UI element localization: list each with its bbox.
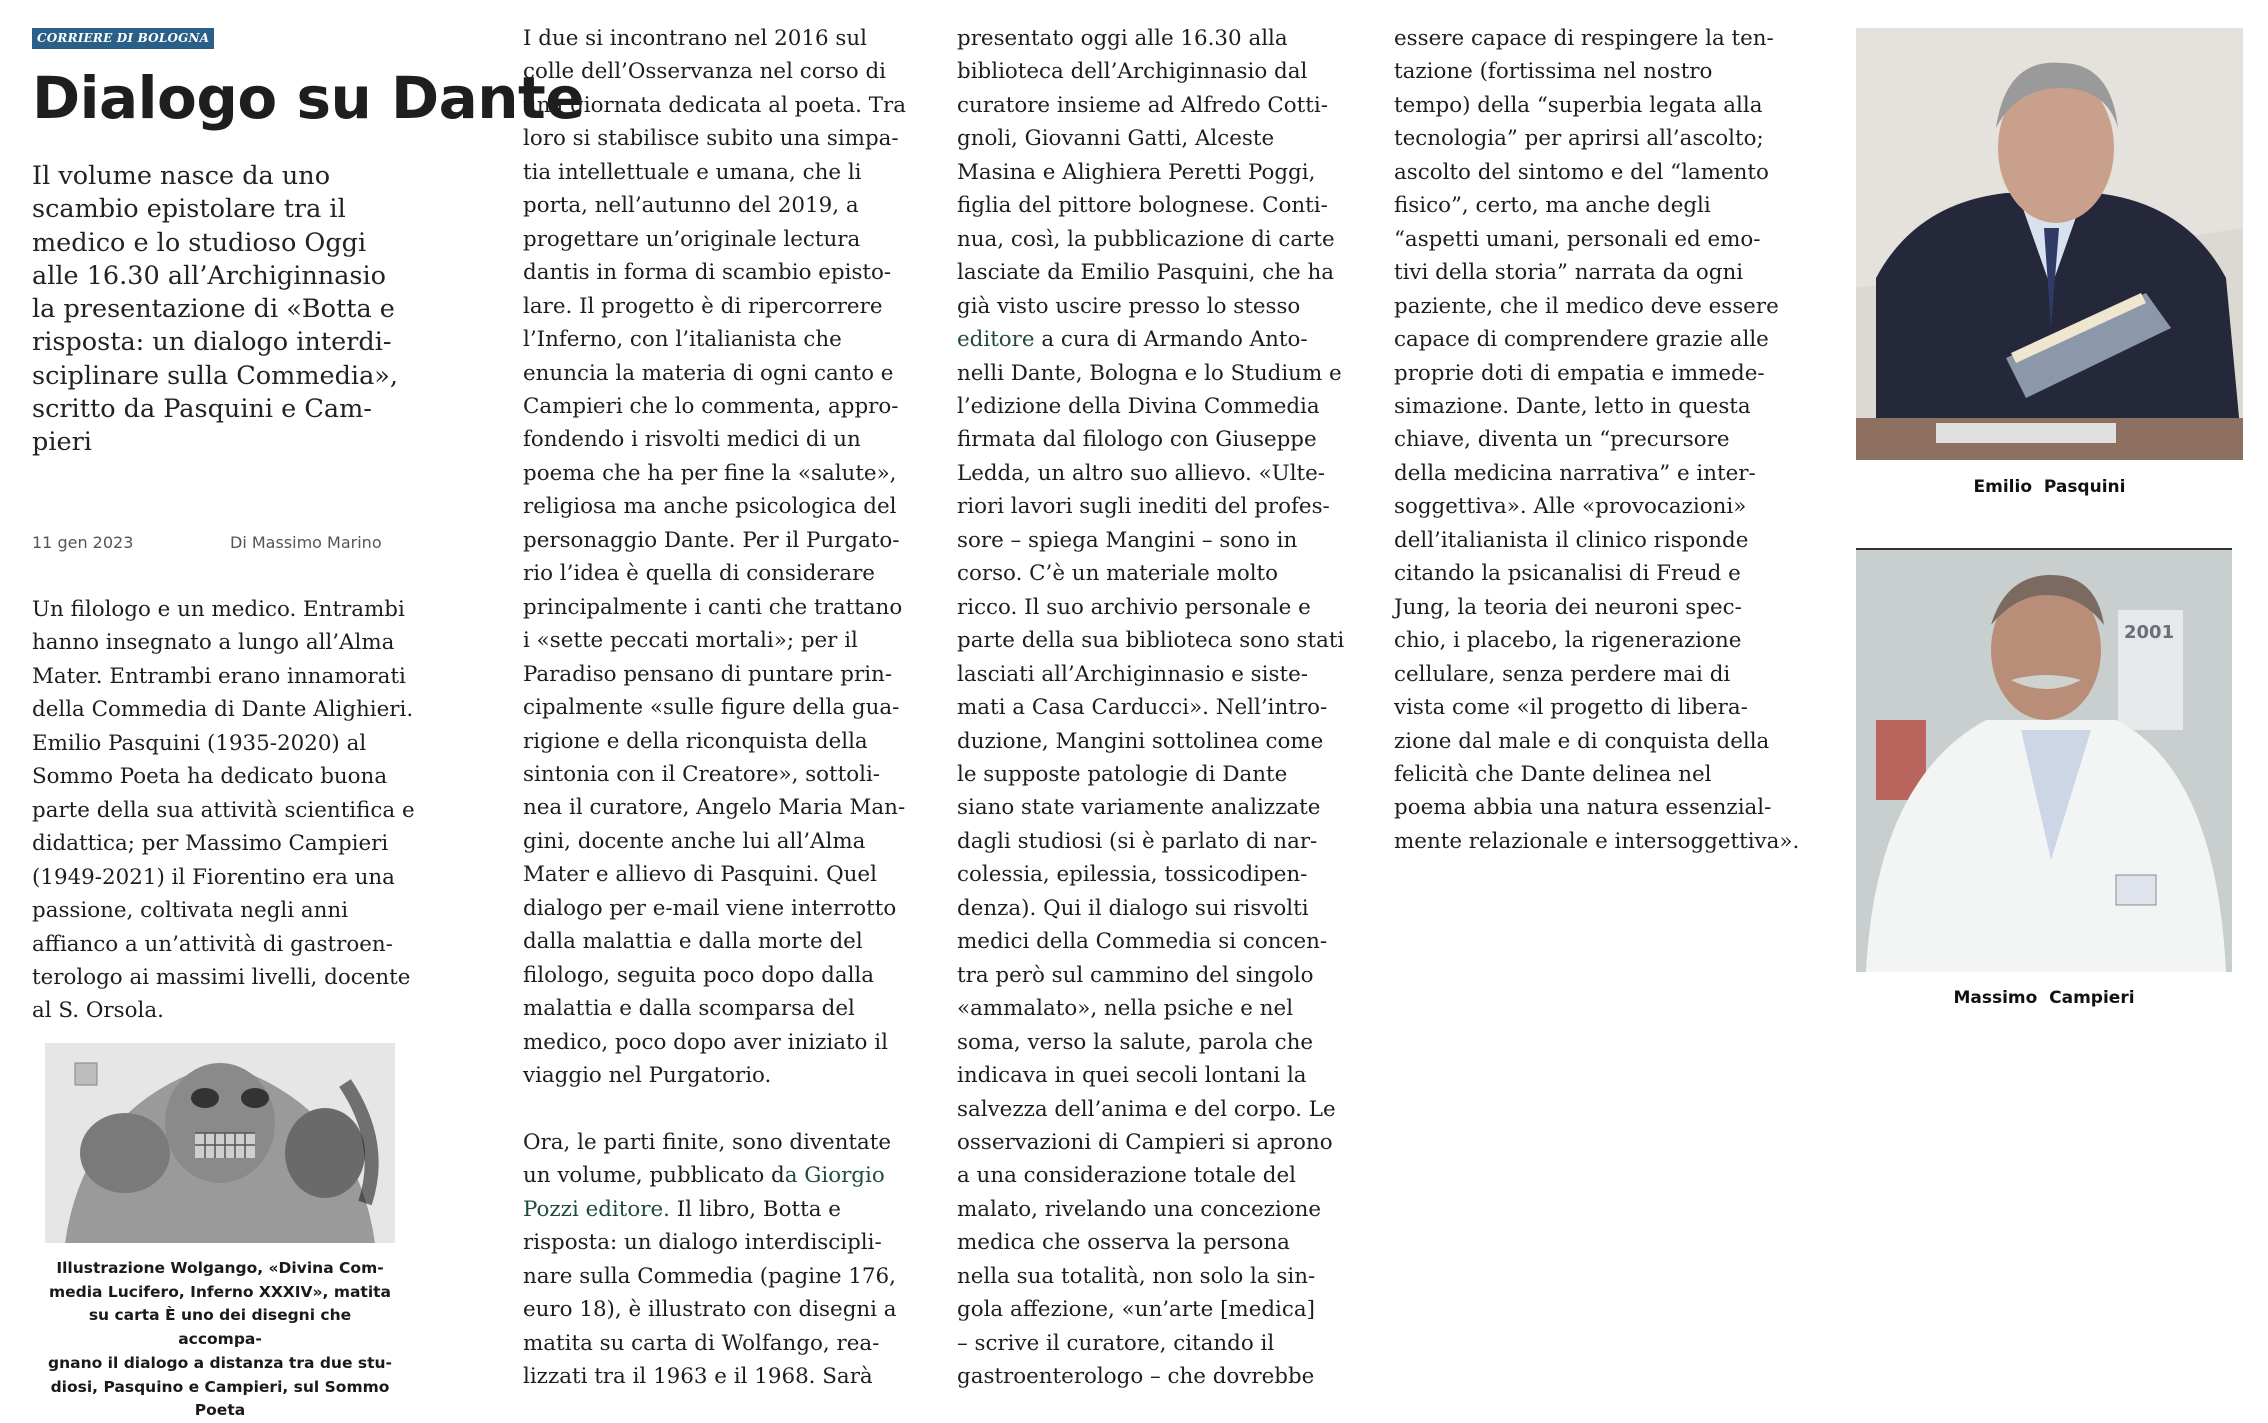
text-line: filologo, seguita poco dopo dalla — [523, 962, 875, 988]
text-line: cipalmente «sulle figure della gua- — [523, 695, 900, 721]
text-line: duzione, Mangini sottolinea come — [957, 728, 1324, 754]
deck-line: sciplinare sulla Commedia», — [32, 360, 399, 391]
text-line: firmata dal filologo con Giuseppe — [957, 427, 1317, 453]
text-line: proprie doti di empatia e immede- — [1394, 360, 1765, 386]
text-line: curatore insieme ad Alfredo Cotti- — [957, 92, 1328, 118]
text-line: presentato oggi alle 16.30 alla — [957, 26, 1288, 51]
text-line: (1949-2021) il Fiorentino era una — [32, 864, 395, 890]
text-line: malattia e dalla scomparsa del — [523, 996, 855, 1022]
text-line: Masina e Alighiera Peretti Poggi, — [957, 159, 1316, 185]
text-line: nea il curatore, Angelo Maria Man- — [523, 795, 906, 821]
text-line: mente relazionale e intersoggettiva». — [1394, 828, 1800, 854]
text-line: tra però sul cammino del singolo — [957, 962, 1314, 988]
text-line: gastroenterologo – che dovrebbe — [957, 1364, 1315, 1390]
body-column-2 — [523, 22, 913, 1394]
text-line — [523, 1159, 913, 1192]
deck-line: Il volume nasce da uno — [32, 161, 331, 191]
deck-line: medico e lo studioso Oggi — [32, 227, 367, 258]
publisher-link-continued[interactable]: Pozzi editore. — [523, 1196, 670, 1222]
body-column-1 — [32, 593, 452, 1028]
text-line: indicava in quei secoli lontani la — [957, 1063, 1307, 1089]
text-line: corso. C’è un materiale molto — [957, 561, 1279, 587]
text-line: Emilio Pasquini (1935-2020) al — [32, 730, 367, 756]
text-line: matita su carta di Wolfango, rea- — [523, 1330, 880, 1356]
text-line: viaggio nel Purgatorio. — [523, 1063, 772, 1089]
text-line: chio, i placebo, la rigenerazione — [1394, 628, 1742, 654]
text-line: essere capace di respingere la ten- — [1394, 26, 1774, 51]
text-line: capace di comprendere grazie alle — [1394, 327, 1769, 353]
text-line: fisico”, certo, ma anche degli — [1394, 193, 1711, 219]
text-line: Un filologo e un medico. Entrambi — [32, 597, 405, 622]
photo-emilio-pasquini — [1856, 28, 2243, 460]
author-byline[interactable]: Di Massimo Marino — [230, 533, 382, 552]
text-line: dagli studiosi (si è parlato di nar- — [957, 828, 1318, 854]
illustration-caption — [45, 1257, 395, 1423]
text-line: gnoli, Giovanni Gatti, Alceste — [957, 126, 1275, 152]
text-line: «ammalato», nella psiche e nel — [957, 996, 1294, 1022]
text-line: porta, nell’autunno del 2019, a — [523, 193, 859, 219]
article-deck — [32, 160, 452, 460]
text-line: lare. Il progetto è di ripercorrere — [523, 293, 883, 319]
text-line: loro si stabilisce subito una simpa- — [523, 126, 899, 152]
text-line: mati a Casa Carducci». Nell’intro- — [957, 695, 1328, 721]
text-line: al S. Orsola. — [32, 998, 164, 1024]
text-line: poema abbia una natura essenzial- — [1394, 795, 1772, 821]
text-line: simazione. Dante, letto in questa — [1394, 393, 1751, 419]
paragraph — [523, 22, 913, 1093]
text-line: medici della Commedia si concen- — [957, 929, 1328, 955]
text-line: ascolto del sintomo e del “lamento — [1394, 159, 1769, 185]
deck-line: alle 16.30 all’Archiginnasio — [32, 260, 387, 291]
deck-line: risposta: un dialogo interdi- — [32, 327, 392, 358]
pencil-drawing-icon — [45, 1043, 395, 1243]
text-line: lizzati tra il 1963 e il 1968. Sarà — [523, 1364, 873, 1390]
text-line: tecnologia” per aprirsi all’ascolto; — [1394, 126, 1764, 152]
text-line: della medicina narrativa” e inter- — [1394, 460, 1756, 486]
caption-line: Illustrazione Wolgango, «Divina Com- — [56, 1259, 384, 1277]
text-line: dantis in forma di scambio episto- — [523, 260, 892, 286]
text-line: nua, così, la pubblicazione di carte — [957, 226, 1335, 252]
text-line: gini, docente anche lui all’Alma — [523, 828, 866, 854]
text-line: soma, verso la salute, parola che — [957, 1029, 1314, 1055]
text-line: risposta: un dialogo interdiscipli- — [523, 1230, 882, 1256]
text-line: Ledda, un altro suo allievo. «Ulte- — [957, 460, 1326, 486]
text-line: euro 18), è illustrato con disegni a — [523, 1297, 897, 1323]
text-line: colle dell’Osservanza nel corso di — [523, 59, 886, 85]
deck-line: pieri — [32, 427, 92, 458]
lucifero-illustration — [45, 1043, 395, 1243]
article-meta — [32, 533, 382, 552]
photo-caption-campieri: Massimo Campieri — [1953, 988, 2135, 1008]
text-fragment: a cura di Armando Anto- — [1034, 327, 1308, 353]
text-line: nare sulla Commedia (pagine 176, — [523, 1263, 896, 1289]
text-line: I due si incontrano nel 2016 sul — [523, 26, 867, 51]
deck-line: scambio epistolare tra il — [32, 194, 346, 225]
text-line: i «sette peccati mortali»; per il — [523, 628, 858, 654]
text-line: vista come «il progetto di libera- — [1394, 695, 1748, 721]
text-line: l’Inferno, con l’italianista che — [523, 327, 842, 353]
text-line: Campieri che lo commenta, appro- — [523, 393, 899, 419]
text-line — [523, 1193, 913, 1226]
text-line: figlia del pittore bolognese. Conti- — [957, 193, 1328, 219]
text-line: felicità che Dante delinea nel — [1394, 761, 1712, 787]
text-line: colessia, epilessia, tossicodipen- — [957, 862, 1308, 888]
text-line: nelli Dante, Bologna e lo Studium e — [957, 360, 1342, 386]
text-line: sore – spiega Mangini – sono in — [957, 527, 1298, 553]
text-line: zione dal male e di conquista della — [1394, 728, 1770, 754]
text-line: passione, coltivata negli anni — [32, 898, 349, 924]
text-line: gola affezione, «un’arte [medica] — [957, 1297, 1315, 1323]
text-fragment: Il libro, Botta e — [669, 1196, 841, 1222]
body-column-4 — [1394, 22, 1814, 858]
text-line: principalmente i canti che trattano — [523, 594, 903, 620]
text-line: soggettiva». Alle «provocazioni» — [1394, 494, 1747, 520]
text-line: Sommo Poeta ha dedicato buona — [32, 764, 388, 790]
text-line: religiosa ma anche psicologica del — [523, 494, 897, 520]
text-line: della Commedia di Dante Alighieri. — [32, 697, 414, 723]
text-line: biblioteca dell’Archiginnasio dal — [957, 59, 1308, 85]
text-line: medico, poco dopo aver iniziato il — [523, 1029, 888, 1055]
text-line: le supposte patologie di Dante — [957, 761, 1288, 787]
text-line: lasciati all’Archiginnasio e siste- — [957, 661, 1308, 687]
text-line: dialogo per e-mail viene interrotto — [523, 895, 897, 921]
photo-caption-pasquini: Emilio Pasquini — [1973, 477, 2126, 497]
text-line: lasciate da Emilio Pasquini, che ha — [957, 260, 1334, 286]
text-line: parte della sua biblioteca sono stati — [957, 628, 1345, 654]
portrait-icon — [1856, 550, 2232, 972]
text-line: citando la psicanalisi di Freud e — [1394, 561, 1741, 587]
text-line: personaggio Dante. Per il Purgato- — [523, 527, 900, 553]
text-line: rio l’idea è quella di considerare — [523, 561, 875, 587]
text-line — [957, 323, 1347, 356]
text-fragment: un volume, pubblicato d — [523, 1163, 785, 1189]
text-line: una giornata dedicata al poeta. Tra — [523, 92, 907, 118]
text-line: osservazioni di Campieri si aprono — [957, 1129, 1333, 1155]
portrait-icon — [1856, 28, 2243, 460]
text-line: rigione e della riconquista della — [523, 728, 868, 754]
caption-line: diosi, Pasquino e Campieri, sul Sommo — [50, 1377, 390, 1396]
text-line: chiave, diventa un “precursore — [1394, 427, 1730, 453]
text-line: dalla malattia e dalla morte del — [523, 929, 863, 955]
text-line: enuncia la materia di ogni canto e — [523, 360, 894, 386]
text-line: Mater e allievo di Pasquini. Quel — [523, 862, 877, 888]
text-line: a una considerazione totale del — [957, 1163, 1296, 1189]
text-line: dell’italianista il clinico risponde — [1394, 527, 1749, 553]
caption-line: su carta È uno dei disegni che accompa- — [88, 1306, 352, 1349]
publisher-link[interactable]: a Giorgio — [784, 1163, 885, 1189]
text-line: fondendo i risvolti medici di un — [523, 427, 861, 453]
text-line: riori lavori sugli inediti del profes- — [957, 494, 1330, 520]
text-line: didattica; per Massimo Campieri — [32, 831, 389, 857]
article-title: Dialogo su Dante — [32, 64, 585, 132]
text-line: nella sua totalità, non solo la sin- — [957, 1263, 1316, 1289]
text-line: Ora, le parti finite, sono diventate — [523, 1129, 892, 1155]
svg-text:2001: 2001 — [2124, 622, 2175, 643]
text-line: hanno insegnato a lungo all’Alma — [32, 630, 395, 656]
text-line: ricco. Il suo archivio personale e — [957, 594, 1311, 620]
body-column-3 — [957, 22, 1347, 1394]
text-line: denza). Qui il dialogo sui risvolti — [957, 895, 1309, 921]
text-line: medica che osserva la persona — [957, 1230, 1290, 1256]
editore-link[interactable]: editore — [957, 327, 1035, 353]
text-line: Jung, la teoria dei neuroni spec- — [1394, 594, 1742, 620]
text-line: – scrive il curatore, citando il — [957, 1330, 1275, 1356]
text-line: già visto uscire presso lo stesso — [957, 293, 1301, 319]
text-line: l’edizione della Divina Commedia — [957, 393, 1320, 419]
text-line: cellulare, senza perdere mai di — [1394, 661, 1731, 687]
publish-date: 11 gen 2023 — [32, 533, 134, 552]
text-line: siano state variamente analizzate — [957, 795, 1321, 821]
text-line: tia intellettuale e umana, che li — [523, 159, 862, 185]
text-line: affianco a un’attività di gastroen- — [32, 931, 393, 957]
text-line: paziente, che il medico deve essere — [1394, 293, 1779, 319]
text-line: progettare un’originale lectura — [523, 226, 861, 252]
text-line: terologo ai massimi livelli, docente — [32, 964, 411, 990]
text-line: Mater. Entrambi erano innamorati — [32, 663, 406, 689]
deck-line: la presentazione di «Botta e — [32, 294, 395, 325]
text-line: malato, rivelando una concezione — [957, 1196, 1322, 1222]
text-line: salvezza dell’anima e del corpo. Le — [957, 1096, 1336, 1122]
text-line: tempo) della “superbia legata alla — [1394, 92, 1763, 118]
caption-line: media Lucifero, Inferno XXXIV», matita — [48, 1282, 392, 1301]
text-line: tivi della storia” narrata da ogni — [1394, 260, 1744, 286]
paragraph — [523, 1126, 913, 1394]
text-line: “aspetti umani, personali ed emo- — [1394, 226, 1761, 252]
photo-massimo-campieri — [1856, 548, 2232, 972]
text-line: tazione (fortissima nel nostro — [1394, 59, 1713, 85]
text-line: poema che ha per fine la «salute», — [523, 460, 897, 486]
deck-line: scritto da Pasquini e Cam- — [32, 394, 372, 425]
caption-line: Poeta — [194, 1401, 246, 1420]
publication-logo: CORRIERE DI BOLOGNA — [32, 28, 214, 49]
text-line: parte della sua attività scientifica e — [32, 797, 415, 823]
caption-line: gnano il dialogo a distanza tra due stu- — [48, 1353, 392, 1372]
text-line: Paradiso pensano di puntare prin- — [523, 661, 893, 687]
text-line: sintonia con il Creatore», sottoli- — [523, 761, 881, 787]
